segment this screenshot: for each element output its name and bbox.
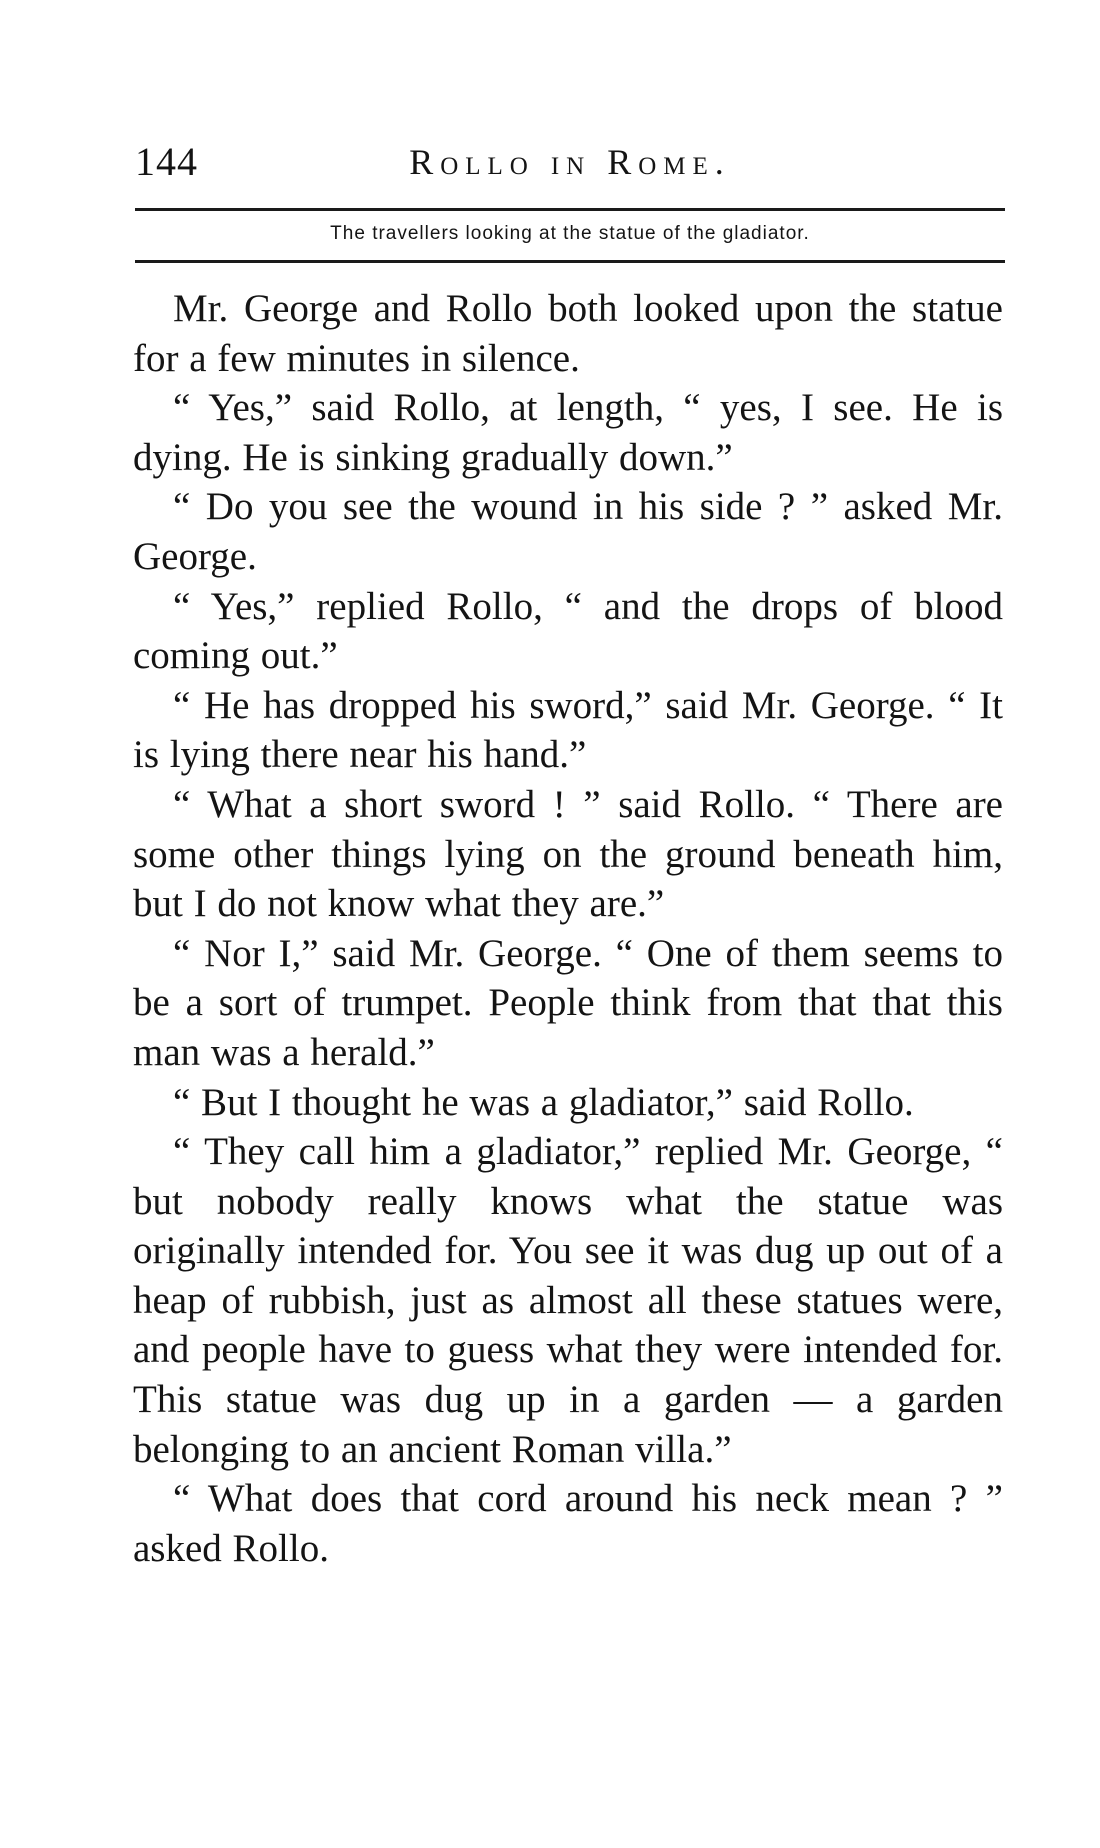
paragraph: Mr. George and Rollo both looked upon the statue for a few minutes in silence. (133, 287, 1003, 380)
paragraph: “ Nor I,” said Mr. George. “ One of them seems to be a sort of trumpet. People think from that that this man was a herald.” (133, 931, 1003, 1074)
paragraph: “ Yes,” replied Rollo, “ and the drops of blood coming out.” (133, 584, 1003, 678)
paragraph: “ Do you see the wound in his side ? ” asked Mr. George. (133, 485, 1003, 578)
caption-rule-bottom (135, 260, 1005, 263)
body-text (133, 284, 1003, 1573)
paragraph: “ They call him a gladiator,” replied Mr. George, “ but nobody really knows what the statue was originally intended for. You see it was dug up out of a heap of rubbish, just as almost all these statues were, and people have to guess what they were intended for. This statue was dug up in a garden — a garden belonging to an ancient Roman villa.” (133, 1130, 1003, 1471)
paragraph: “ But I thought he was a gladiator,” said Rollo. (173, 1080, 914, 1124)
paragraph: “ He has dropped his sword,” said Mr. George. “ It is lying there near his hand.” (133, 683, 1003, 777)
caption-rule-top (135, 208, 1005, 211)
paragraph: “ What a short sword ! ” said Rollo. “ There are some other things lying on the ground beneath him, but I do not know what they are.” (133, 782, 1003, 926)
page-number: 144 (135, 139, 198, 184)
paragraph: “ Yes,” said Rollo, at length, “ yes, I see. He is dying. He is sinking gradually down.” (133, 386, 1003, 479)
running-head (135, 132, 1005, 192)
book-title: Rollo in Rome. (409, 142, 731, 182)
illustration-caption: The travellers looking at the statue of the gladiator. (330, 223, 810, 244)
paragraph: “ What does that cord around his neck mean ? ” asked Rollo. (133, 1477, 1003, 1570)
